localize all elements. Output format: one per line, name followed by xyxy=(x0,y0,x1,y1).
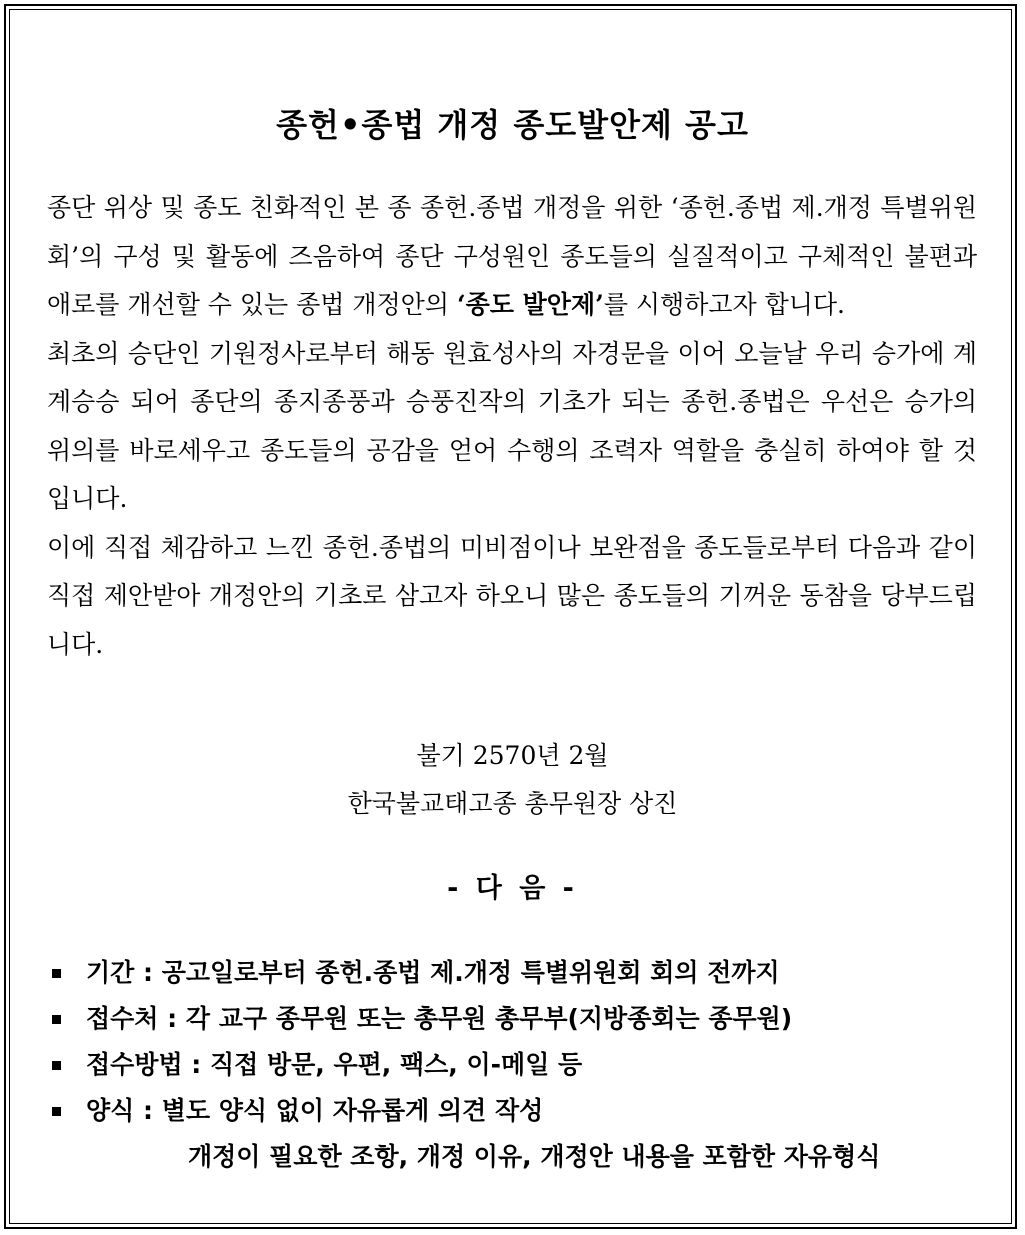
body-paragraph-1-text: 종단 위상 및 종도 친화적인 본 종 종헌.종법 개정을 위한 ‘종헌.종법 제.개정 특별위원회’의 구성 및 활동에 즈음하여 종단 구성원인 종도들의 실질적이고 구체적인 불편과 애로를 개선할 수 있는 종법 개정안의 xyxy=(47,193,977,319)
square-bullet-icon xyxy=(52,969,61,978)
notice-issuer: 한국불교태고종 총무원장 상진 xyxy=(347,789,678,818)
body-paragraph-1-tail: 를 시행하고자 합니다. xyxy=(603,290,846,319)
list-item-text: 양식 : 별도 양식 없이 자유롭게 의견 작성 xyxy=(86,1096,544,1125)
list-item xyxy=(52,999,992,1045)
body-paragraph-2: 최초의 승단인 기원정사로부터 해동 원효성사의 자경문을 이어 오늘날 우리 승가에 계계승승 되어 종단의 종지종풍과 승풍진작의 기초가 되는 종헌.종법은 우선은 승가의 위의를 바로세우고 종도들의 공감을 얻어 수행의 조력자 역할을 충실히 하여야 할 것입니다. xyxy=(47,338,977,513)
notice-date: 불기 2570년 2월 xyxy=(416,741,609,770)
list-item xyxy=(52,953,992,999)
square-bullet-icon xyxy=(52,1107,61,1116)
square-bullet-icon xyxy=(52,1061,61,1070)
list-item xyxy=(52,1045,992,1091)
next-heading: - 다 음 - xyxy=(447,873,578,904)
body-paragraph-1-emphasis: ‘종도 발안제’ xyxy=(456,290,604,319)
square-bullet-icon xyxy=(52,1015,61,1024)
list-item-text: 기간 : 공고일로부터 종헌.종법 제.개정 특별위원회 회의 전까지 xyxy=(86,958,780,987)
list-item-text: 접수처 : 각 교구 종무원 또는 총무원 총무부(지방종회는 종무원) xyxy=(86,1004,793,1033)
list-item-continuation: 개정이 필요한 조항, 개정 이유, 개정안 내용을 포함한 자유형식 xyxy=(188,1142,881,1171)
list-item-text: 접수방법 : 직접 방문, 우편, 팩스, 이-메일 등 xyxy=(86,1050,583,1079)
body-paragraph-3: 이에 직접 체감하고 느낀 종헌.종법의 미비점이나 보완점을 종도들로부터 다음과 같이 직접 제안받아 개정안의 기초로 삼고자 하오니 많은 종도들의 기꺼운 동참을 당부드립니다. xyxy=(47,532,977,659)
notice-title: 종헌•종법 개정 종도발안제 공고 xyxy=(276,106,749,144)
body-paragraph-1 xyxy=(47,184,977,330)
list-item xyxy=(52,1091,992,1137)
notice-body xyxy=(47,184,977,669)
details-list xyxy=(52,953,992,1183)
